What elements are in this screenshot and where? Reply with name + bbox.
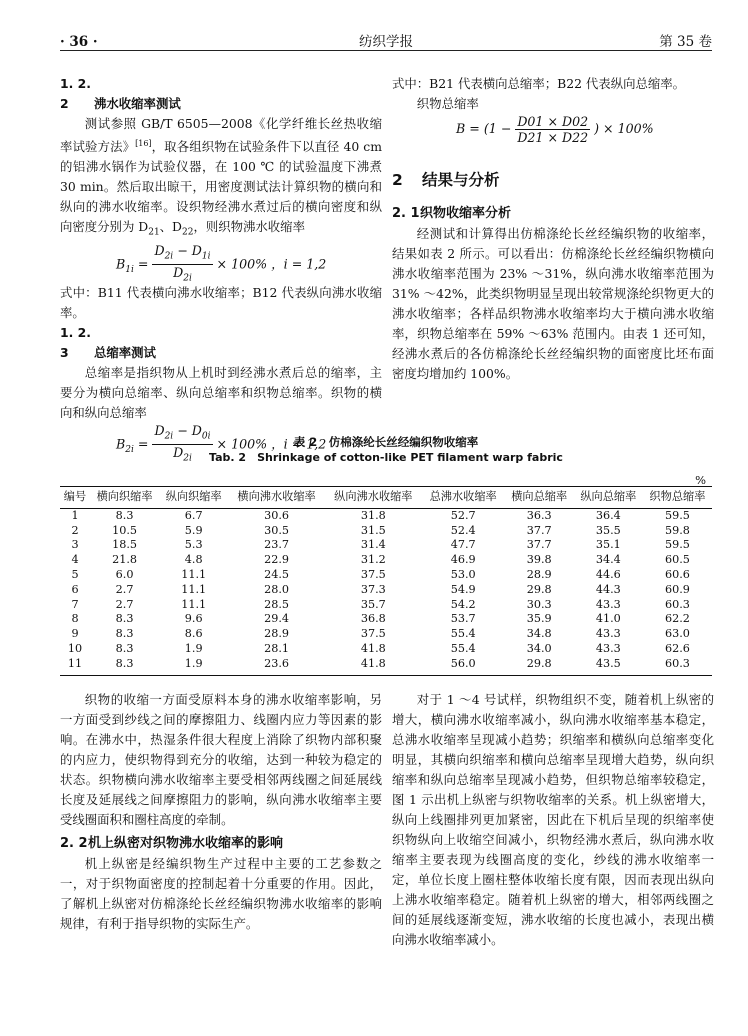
formula-fabric-total-shrinkage: B = (1 − $\frac{D01 \times D02}{D21 \times D22}$ ) × 100%	[456, 114, 654, 145]
table-row	[60, 657, 712, 675]
table-cell: 63.0	[664, 627, 690, 641]
table-cell: 59.8	[664, 523, 690, 537]
fraction: $\frac{D01 \times D02}{D21 \times D22}$	[517, 114, 589, 145]
table-cell: 30.5	[264, 523, 290, 537]
table-cell: 34.8	[526, 627, 552, 641]
table-cell: 5.9	[184, 523, 203, 537]
citation: [16]	[135, 139, 152, 148]
table-header-cell: 纵向沸水收缩率	[325, 487, 422, 509]
table-cell: 31.8	[360, 508, 386, 522]
table-row	[60, 627, 712, 642]
formula-2-note: 式中：B21 代表横向总缩率；B22 代表纵向总缩率。	[392, 76, 686, 91]
table-row	[60, 524, 712, 539]
table-cell: 30.6	[264, 508, 290, 522]
table-cell: 29.8	[526, 582, 552, 596]
table-cell: 59.5	[664, 508, 690, 522]
table-caption-cn: 表 2 仿棉涤纶长丝经编织物收缩率	[293, 435, 479, 449]
formula-boiling-shrinkage: $B_{1i}$ = $\frac{D_{2i} - D_{1i}}{D_{2i}}$ × 100% ，i = 1,2	[60, 243, 382, 283]
table-cell: 4	[71, 553, 79, 567]
table-cell: 36.4	[595, 508, 621, 522]
table-cell: 39.8	[526, 553, 552, 567]
right-column-bottom	[392, 690, 714, 950]
table-cell: 36.3	[526, 508, 552, 522]
table-header-cell: 横向织缩率	[90, 487, 159, 509]
table-cell: 28.1	[264, 641, 290, 655]
table-cell: 47.7	[450, 538, 476, 552]
table-row	[60, 598, 712, 613]
table-cell: 4.8	[184, 553, 203, 567]
table-cell: 8.3	[115, 508, 134, 522]
table-cell: 41.8	[325, 657, 422, 675]
table-cell: 29.8	[505, 657, 574, 675]
table-cell: 10	[67, 641, 83, 655]
table-cell: 62.2	[664, 612, 690, 626]
table-cell: 41.8	[360, 641, 386, 655]
table-cell: 9.6	[184, 612, 203, 626]
table-cell: 60.9	[664, 582, 690, 596]
table-cell: 43.3	[595, 627, 621, 641]
journal-title: 纺织学报	[359, 34, 413, 50]
table-cell: 18.5	[112, 538, 138, 552]
table-cell: 43.3	[595, 641, 621, 655]
table-cell: 6.0	[115, 567, 134, 581]
table-cell: 23.6	[228, 657, 325, 675]
table-cell: 53.0	[450, 567, 476, 581]
table-cell: 8.3	[115, 627, 134, 641]
table-cell: 60.3	[664, 597, 690, 611]
table-cell: 11.1	[181, 567, 207, 581]
table-cell: 28.5	[264, 597, 290, 611]
table-cell: 23.7	[264, 538, 290, 552]
page-number: · 36 ·	[60, 34, 98, 50]
table-cell: 1	[71, 508, 79, 522]
table-cell: 11.1	[181, 582, 207, 596]
table-cell: 24.5	[264, 567, 290, 581]
table-cell: 35.7	[360, 597, 386, 611]
table-header-cell: 编号	[60, 487, 90, 509]
table-cell: 54.2	[450, 597, 476, 611]
table-cell: 31.2	[360, 553, 386, 567]
table-cell: 31.4	[360, 538, 386, 552]
table-cell: 34.4	[595, 553, 621, 567]
volume-label: 第 35 卷	[659, 34, 712, 50]
table-cell: 28.9	[526, 567, 552, 581]
shrinkage-table	[60, 486, 712, 676]
table-cell: 37.7	[526, 538, 552, 552]
section-1-2-2-heading: 1. 2. 2 沸水收缩率测试	[60, 76, 181, 111]
table-cell: 34.0	[526, 641, 552, 655]
table-cell: 35.1	[595, 538, 621, 552]
table-cell: 52.7	[450, 508, 476, 522]
table-cell: 21.8	[112, 553, 138, 567]
table-cell: 11.1	[181, 597, 207, 611]
table-header-cell: 横向总缩率	[505, 487, 574, 509]
table-cell: 37.5	[360, 567, 386, 581]
table-cell: 31.5	[360, 523, 386, 537]
table-cell: 35.9	[526, 612, 552, 626]
section-2-1-paragraph: 经测试和计算得出仿棉涤纶长丝经编织物的收缩率，结果如表 2 所示。可以看出：仿棉涤纶长丝经编织物横向沸水收缩率范围为 23% ～31%，纵向沸水收缩率范围为 31% ～42%，此类织物明显呈现出较常规涤纶织物更大的沸水收缩率；各样品织物沸水收缩率均大于横向沸水收缩率，织物总缩率在 59% ～63% 范围内。由表 1 还可知，经沸水煮后的各仿棉涤纶长丝经编织物的面密度比坯布面密度均增加约 100%。	[392, 226, 714, 381]
table-cell: 28.0	[264, 582, 290, 596]
table-cell: 41.0	[595, 612, 621, 626]
table-cell: 60.5	[664, 553, 690, 567]
table-cell: 55.4	[450, 641, 476, 655]
table-cell: 62.6	[664, 641, 690, 655]
table-header-cell: 总沸水收缩率	[422, 487, 505, 509]
table-cell: 60.6	[664, 567, 690, 581]
table-cell: 56.0	[422, 657, 505, 675]
table-row	[60, 612, 712, 627]
table-cell: 36.8	[360, 612, 386, 626]
formula-total-shrinkage: $B_{2i}$ = $\frac{D_{2i} - D_{0i}}{D_{2i}}$ × 100% ，i = 1,2	[60, 423, 382, 463]
section-1-2-2-paragraph: 测试参照 GB/T 6505—2008《化学纤维长丝热收缩率试验方法》[16]，取各组织物在试验条件下以直径 40 cm 的铝沸水锅作为试验仪器，在 100 ℃ 的试验温度下沸煮 30 min。然后取出晾干，用密度测试法计算织物的横向和纵向的沸水收缩率。设织物经沸水煮过后的横向密度和纵向密度分别为 $D_{21}$、$D_{22}$，则织物沸水收缩率	[60, 116, 382, 238]
table-cell: 29.4	[264, 612, 290, 626]
table-cell: 44.3	[595, 582, 621, 596]
samples-1-4-paragraph: 对于 1 ～4 号试样，织物组织不变，随着机上纵密的增大，横向沸水收缩率减小，纵向沸水收缩率基本稳定，总沸水收缩率呈现减小趋势；织缩率和横纵向总缩率变化明显，其横向织缩率和横向总缩率呈现增大趋势，纵向织缩率和纵向总缩率呈现减小趋势，但织物总缩率较稳定，图 1 示出机上纵密与织物收缩率的关系。机上纵密增大，纵向上线圈排列更加紧密，因此在下机后呈现的织缩率使织物纵向上收缩空间减小，织物经沸水煮后，纵向沸水收缩率主要表现为线圈高度的变化，纱线的沸水收缩率一定，单位长度上圈柱整体收缩长度有限，因而表现出纵向上沸水收缩率稳定。随着机上纵密的增大，相邻两线圈之间的延展线逐渐变短，沸水收缩的长度也减小，表现出横向沸水收缩率减小。	[392, 692, 714, 947]
table-cell: 35.5	[595, 523, 621, 537]
table-cell: 59.5	[664, 538, 690, 552]
section-1-2-3-paragraph: 总缩率是指织物从上机时到经沸水煮后总的缩率，主要分为横向总缩率、纵向总缩率和织物总缩率。织物的横向和纵向总缩率	[60, 364, 382, 420]
section-1-2-3-heading: 1. 2. 3 总缩率测试	[60, 324, 156, 360]
table-cell: 60.3	[643, 657, 712, 675]
table-cell: 8.3	[115, 641, 134, 655]
table-cell: 2.7	[115, 582, 134, 596]
table-row	[60, 568, 712, 583]
table-cell: 8	[71, 612, 79, 626]
fraction: $\frac{D_{2i} - D_{1i}}{D_{2i}}$	[154, 242, 211, 284]
section-2-heading: 2 结果与分析	[392, 171, 500, 189]
table-cell: 3	[71, 538, 79, 552]
table-cell: 37.7	[526, 523, 552, 537]
table-cell: 6	[71, 582, 79, 596]
table-cell: 2.7	[115, 597, 134, 611]
table-cell: 8.6	[184, 627, 203, 641]
table-row	[60, 583, 712, 598]
left-column-bottom	[60, 690, 382, 934]
table-header-row	[60, 487, 712, 509]
shrinkage-discussion-paragraph: 织物的收缩一方面受原料本身的沸水收缩率影响，另一方面受到纱线之间的摩擦阻力、线圈内应力等因素的影响。在沸水中，热湿条件很大程度上消除了织物内部积聚的内应力，使织物得到充分的收缩，达到一种较为稳定的状态。织物横向沸水收缩率主要受相邻两线圈之间延展线长度及延展线之间摩擦阻力的影响，纵向沸水收缩率主要受线圈面积和圈柱高度的牵制。	[60, 692, 382, 827]
table-cell: 1.9	[184, 641, 203, 655]
running-header	[60, 28, 712, 51]
table-cell: 43.5	[574, 657, 643, 675]
table-cell: 52.4	[450, 523, 476, 537]
table-cell: 11	[60, 657, 90, 675]
table-cell: 8.3	[90, 657, 159, 675]
table-header-cell: 纵向总缩率	[574, 487, 643, 509]
fabric-total-shrinkage-label: 织物总缩率	[416, 96, 479, 111]
right-column-top	[392, 74, 714, 384]
table-cell: 8.3	[115, 612, 134, 626]
table-cell: 5.3	[184, 538, 203, 552]
table-cell: 22.9	[264, 553, 290, 567]
section-2-1-heading: 2. 1织物收缩率分析	[392, 206, 512, 221]
table-cell: 46.9	[450, 553, 476, 567]
table-cell: 37.3	[360, 582, 386, 596]
table-row	[60, 508, 712, 523]
table-cell: 44.6	[595, 567, 621, 581]
formula-1-note: 式中：B11 代表横向沸水收缩率；B12 代表纵向沸水收缩率。	[60, 284, 382, 320]
table-cell: 28.9	[264, 627, 290, 641]
table-cell: 2	[71, 523, 79, 537]
left-column-top	[60, 74, 382, 463]
table-cell: 43.3	[595, 597, 621, 611]
table-cell: 10.5	[112, 523, 138, 537]
table-cell: 9	[71, 627, 79, 641]
table-cell: 1.9	[159, 657, 228, 675]
table-cell: 6.7	[184, 508, 203, 522]
table-row	[60, 642, 712, 657]
table-unit: %	[695, 473, 706, 487]
table-caption	[60, 434, 712, 466]
table-cell: 7	[71, 597, 79, 611]
table-header-cell: 织物总缩率	[643, 487, 712, 509]
table-cell: 55.4	[450, 627, 476, 641]
table-cell: 5	[71, 567, 79, 581]
table-cell: 30.3	[526, 597, 552, 611]
table-caption-en: Tab. 2 Shrinkage of cotton-like PET filament warp fabric	[209, 451, 563, 464]
table-body	[60, 508, 712, 675]
table-header-cell: 纵向织缩率	[159, 487, 228, 509]
table-row	[60, 538, 712, 553]
section-2-2-heading: 2. 2机上纵密对织物沸水收缩率的影响	[60, 836, 284, 851]
table-header-cell: 横向沸水收缩率	[228, 487, 325, 509]
fraction: $\frac{D_{2i} - D_{0i}}{D_{2i}}$	[154, 422, 211, 464]
table-row	[60, 553, 712, 568]
table-cell: 37.5	[360, 627, 386, 641]
table-cell: 53.7	[450, 612, 476, 626]
table-cell: 54.9	[450, 582, 476, 596]
section-2-2-paragraph: 机上纵密是经编织物生产过程中主要的工艺参数之一，对于织物面密度的控制起着十分重要的作用。因此，了解机上纵密对仿棉涤纶长丝经编织物沸水收缩率的影响规律，有利于指导织物的实际生产。	[60, 856, 382, 931]
